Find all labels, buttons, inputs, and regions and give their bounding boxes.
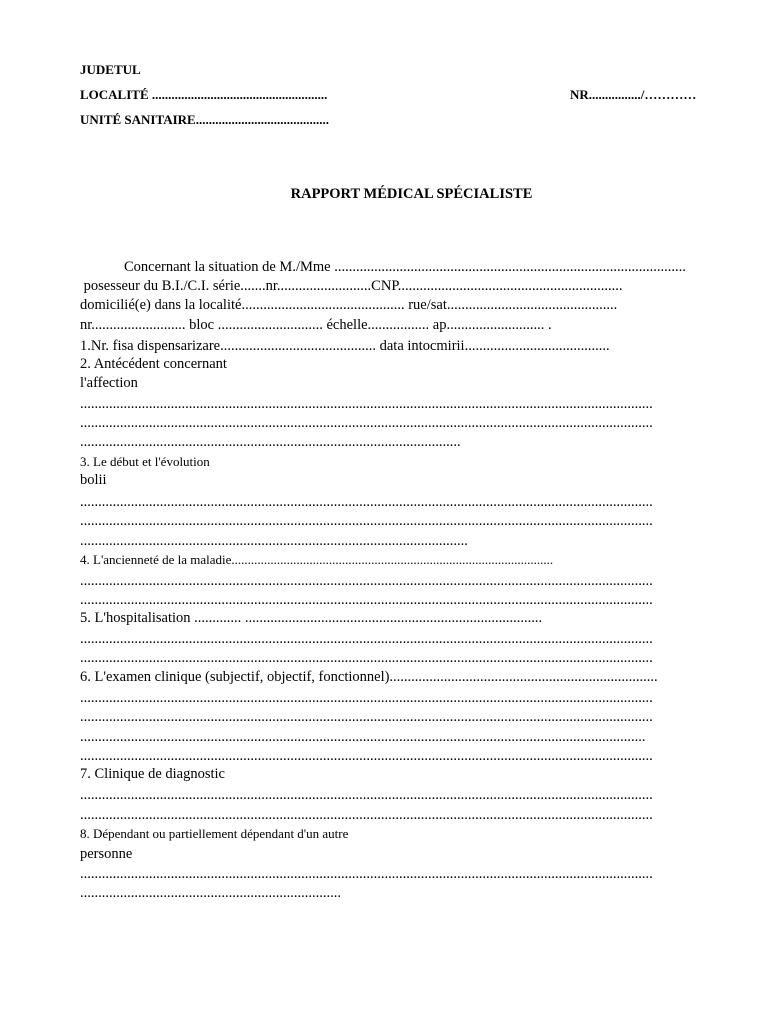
section-8-title-cont: personne bbox=[80, 846, 133, 862]
patient-building-line: nr.......................... bloc ............................. échelle................. ap........................... . bbox=[80, 317, 552, 333]
section-6-dotted-line: .............................................................................................................................................................. bbox=[80, 748, 653, 764]
section-6-title: 6. L'examen clinique (subjectif, objectif, fonctionnel).......................................................................... bbox=[80, 669, 658, 685]
document-title: RAPPORT MÉDICAL SPÉCIALISTE bbox=[290, 186, 533, 202]
section-3-dotted-line: ........................................................................................................... bbox=[80, 533, 468, 549]
section-6-dotted-line: ............................................................................................................................................................ bbox=[80, 729, 646, 745]
document-number-field: NR................/………… bbox=[570, 87, 697, 102]
section-5-dotted-line: .............................................................................................................................................................. bbox=[80, 631, 653, 647]
section-5-title: 5. L'hospitalisation ............. .................................................................................. bbox=[80, 610, 543, 626]
section-3-dotted-line: .............................................................................................................................................................. bbox=[80, 494, 653, 510]
dispensary-file-line: 1.Nr. fisa dispensarizare........................................... data intocmirii........................................ bbox=[80, 338, 610, 354]
patient-id-line: posesseur du B.I./C.I. série.......nr..........................CNP.............................................................. bbox=[80, 278, 623, 294]
section-7-dotted-line: .............................................................................................................................................................. bbox=[80, 807, 653, 823]
section-2-dotted-line: .............................................................................................................................................................. bbox=[80, 415, 653, 431]
section-2-dotted-line: .............................................................................................................................................................. bbox=[80, 396, 653, 412]
section-3-title-cont: bolii bbox=[80, 472, 107, 488]
section-6-dotted-line: .............................................................................................................................................................. bbox=[80, 690, 653, 706]
section-2-title: 2. Antécédent concernant bbox=[80, 356, 227, 372]
section-8-dotted-line: ........................................................................ bbox=[80, 885, 341, 901]
section-4-title: 4. L'ancienneté de la maladie................................................................................................... bbox=[80, 552, 554, 567]
patient-name-line: Concernant la situation de M./Mme ................................................................................................. bbox=[124, 259, 686, 275]
county-label: JUDETUL bbox=[80, 62, 141, 77]
section-8-dotted-line: .............................................................................................................................................................. bbox=[80, 866, 653, 882]
section-3-dotted-line: .............................................................................................................................................................. bbox=[80, 513, 653, 529]
section-7-dotted-line: .............................................................................................................................................................. bbox=[80, 787, 653, 803]
patient-address-line: domicilié(e) dans la localité............................................. rue/sat............................................... bbox=[80, 297, 618, 313]
section-8-title: 8. Dépendant ou partiellement dépendant d'un autre bbox=[80, 826, 349, 841]
section-5-dotted-line: .............................................................................................................................................................. bbox=[80, 650, 653, 666]
locality-field: LOCALITÉ ...................................................... bbox=[80, 87, 328, 102]
health-unit-field: UNITÉ SANITAIRE......................................... bbox=[80, 112, 329, 127]
section-6-dotted-line: .............................................................................................................................................................. bbox=[80, 709, 653, 725]
section-4-dotted-line: .............................................................................................................................................................. bbox=[80, 592, 653, 608]
section-2-dotted-line: ......................................................................................................... bbox=[80, 434, 461, 450]
section-4-dotted-line: .............................................................................................................................................................. bbox=[80, 573, 653, 589]
section-7-title: 7. Clinique de diagnostic bbox=[80, 766, 225, 782]
section-2-title-cont: l'affection bbox=[80, 375, 138, 391]
section-3-title: 3. Le début et l'évolution bbox=[80, 454, 210, 469]
